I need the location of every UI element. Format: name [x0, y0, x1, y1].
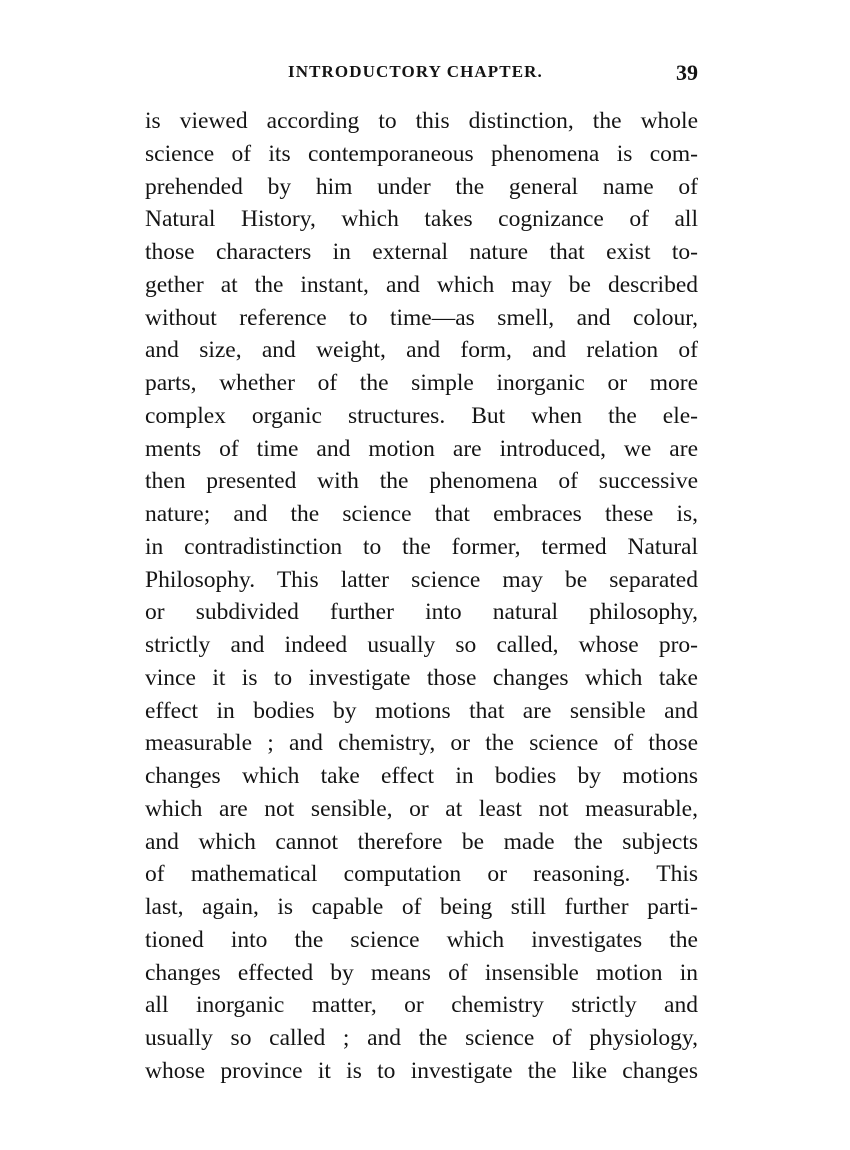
text-line: in contradistinction to the former, termed Natural — [145, 533, 698, 560]
running-head — [145, 62, 698, 92]
text-line: strictly and indeed usually so called, whose pro- — [145, 632, 698, 658]
text-line: effect in bodies by motions that are sensible and — [145, 697, 698, 724]
text-line: ments of time and motion are introduced, we are — [145, 435, 698, 462]
text-line: prehended by him under the general name of — [145, 173, 698, 200]
text-line: Natural History, which takes cognizance of all — [145, 206, 698, 233]
text-line: those characters in external nature that exist to- — [145, 239, 698, 265]
text-line: and size, and weight, and form, and relation of — [145, 337, 698, 364]
text-line: Philosophy. This latter science may be separated — [145, 566, 698, 593]
text-line: parts, whether of the simple inorganic or more — [145, 370, 698, 396]
text-line: or subdivided further into natural philosophy, — [145, 599, 698, 626]
body-text — [145, 105, 698, 1088]
text-line: gether at the instant, and which may be described — [145, 271, 698, 298]
text-line: whose province it is to investigate the like changes — [145, 1057, 698, 1084]
text-line: and which cannot therefore be made the subjects — [145, 828, 698, 855]
text-line: complex organic structures. But when the ele- — [145, 402, 698, 429]
text-line: last, again, is capable of being still further parti- — [145, 894, 698, 920]
text-line: nature; and the science that embraces these is, — [145, 501, 698, 527]
text-line: all inorganic matter, or chemistry strictly and — [145, 992, 698, 1019]
text-line: vince it is to investigate those changes which take — [145, 664, 698, 691]
text-line: tioned into the science which investigates the — [145, 926, 698, 953]
text-line: then presented with the phenomena of successive — [145, 468, 698, 495]
text-line: usually so called ; and the science of physiology, — [145, 1025, 698, 1051]
page-number: 39 — [676, 60, 698, 85]
text-line: changes which take effect in bodies by motions — [145, 763, 698, 789]
text-line: which are not sensible, or at least not measurable, — [145, 795, 698, 822]
text-line: changes effected by means of insensible motion in — [145, 959, 698, 986]
text-line: is viewed according to this distinction, the whole — [145, 108, 698, 134]
text-line: of mathematical computation or reasoning. This — [145, 861, 698, 888]
text-line: science of its contemporaneous phenomena is com- — [145, 140, 698, 167]
text-line: without reference to time—as smell, and colour, — [145, 304, 698, 331]
running-title: INTRODUCTORY CHAPTER. — [288, 62, 543, 81]
text-line: measurable ; and chemistry, or the science of those — [145, 730, 698, 757]
